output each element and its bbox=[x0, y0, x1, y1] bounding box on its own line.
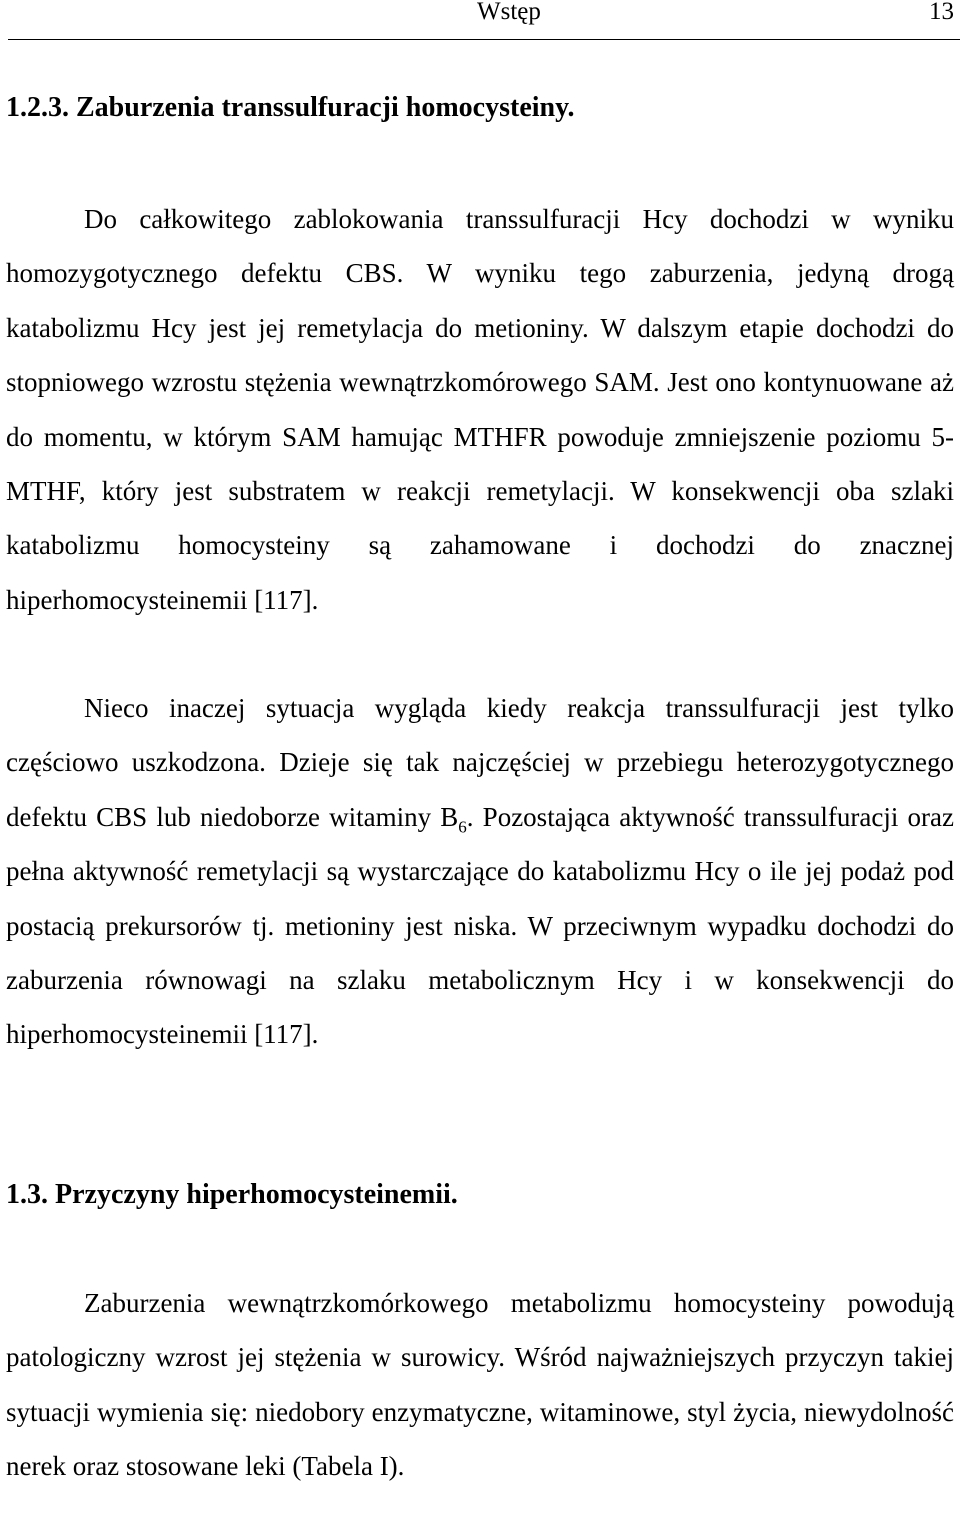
header-divider bbox=[8, 39, 960, 40]
paragraph-text-after-subscript: . Pozostająca aktywność transsulfuracji oraz pełna aktywność remetylacji są wystarczające do katabolizmu Hcy o ile jej podaż pod postacią prekursorów tj. metioniny jest niska. W przeciwnym wypadku dochodzi do zaburzenia równowagi na szlaku metabolicznym Hcy i w konsekwencji do hiperhomocysteinemii [117]. bbox=[6, 801, 955, 1050]
paragraph-transsulfuration-block: Do całkowitego zablokowania transsulfuracji Hcy dochodzi w wyniku homozygotycznego defektu CBS. W wyniku tego zaburzenia, jedyną drogą katabolizmu Hcy jest jej remetylacja do metioniny. W dalszym etapie dochodzi do stopniowego wzrostu stężenia wewnątrzkomórowego SAM. Jest ono kontynuowane aż do momentu, w którym SAM hamując MTHFR powoduje zmniejszenie poziomu 5-MTHF, który jest substratem w reakcji remetylacji. W konsekwencji oba szlaki katabolizmu homocysteiny są zahamowane i dochodzi do znacznej hiperhomocysteinemii [117]. bbox=[6, 204, 954, 615]
section-heading-1-3: 1.3. Przyczyny hiperhomocysteinemii. bbox=[6, 1179, 458, 1210]
running-header bbox=[0, 0, 960, 40]
paragraph-text-before-subscript: Nieco inaczej sytuacja wygląda kiedy reakcja transsulfuracji jest tylko częściowo uszkodzona. Dzieje się tak najczęściej w przebiegu heterozygotycznego defektu CBS lub niedoborze witaminy B bbox=[6, 693, 954, 832]
page-number: 13 bbox=[929, 0, 954, 25]
vitamin-subscript: 6 bbox=[458, 817, 467, 837]
paragraph-partial-damage bbox=[6, 681, 954, 1062]
running-header-title: Wstęp bbox=[477, 0, 541, 25]
paragraph-causes: Zaburzenia wewnątrzkomórkowego metabolizmu homocysteiny powodują patologiczny wzrost jej stężenia w surowicy. Wśród najważniejszych przyczyn takiej sytuacji wymienia się: niedobory enzymatyczne, witaminowe, styl życia, niewydolność nerek oraz stosowane leki (Tabela I). bbox=[6, 1288, 954, 1482]
section-heading-1-2-3: 1.2.3. Zaburzenia transsulfuracji homocysteiny. bbox=[6, 92, 575, 123]
